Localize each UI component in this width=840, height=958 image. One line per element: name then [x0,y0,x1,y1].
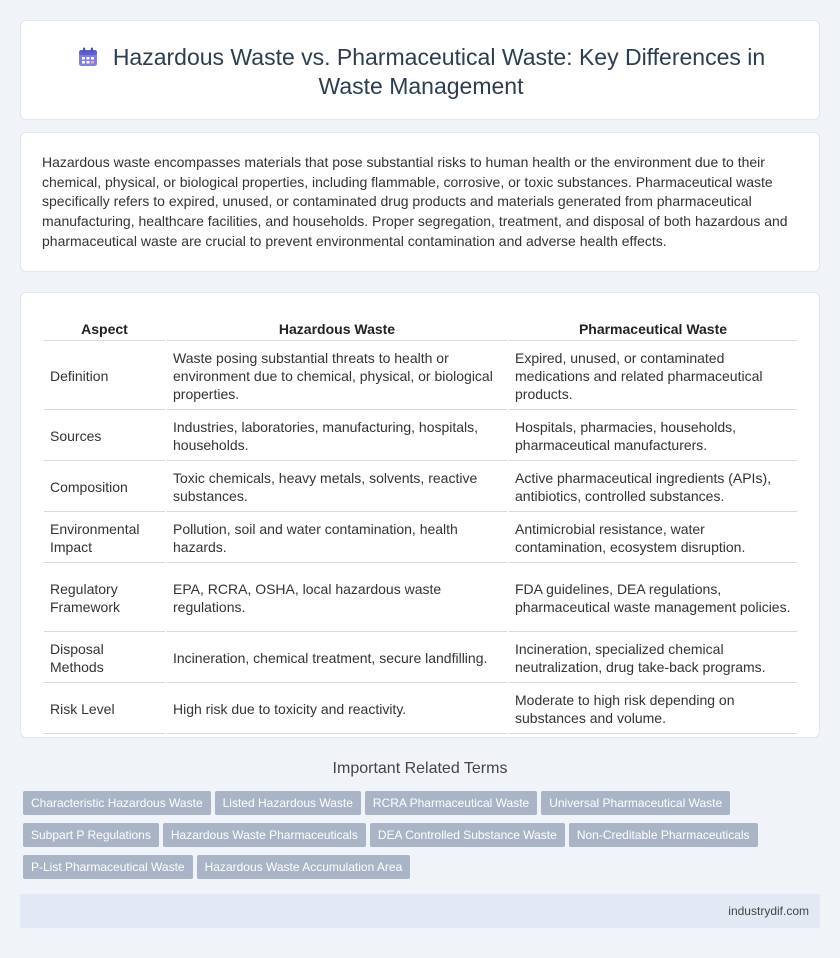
comparison-card [20,292,820,738]
header-card [20,20,820,120]
table-row [44,343,797,410]
cell-pharmaceutical: Expired, unused, or contaminated medications and related pharmaceutical products. [509,343,797,410]
cell-hazardous: Incineration, chemical treatment, secure landfilling. [167,634,507,683]
table-header-row [44,315,797,341]
cell-aspect: Composition [44,463,165,512]
cell-hazardous: High risk due to toxicity and reactivity. [167,685,507,734]
related-term-tag[interactable]: Universal Pharmaceutical Waste [541,791,730,815]
page-title-text: Hazardous Waste vs. Pharmaceutical Waste: Key Differences in Waste Management [112,44,766,99]
cell-pharmaceutical: FDA guidelines, DEA regulations, pharmaceutical waste management policies. [509,565,797,632]
intro-paragraph: Hazardous waste encompasses materials that pose substantial risks to human health or the environment due to their chemical, physical, or biological properties, including flammable, corrosive, or toxic substances. Pharmaceutical waste specifically refers to expired, unused, or contaminated drug products and materials generated from pharmaceutical manufacturing, healthcare facilities, and households. Proper segregation, treatment, and disposal of both hazardous and pharmaceutical waste are crucial to prevent environmental contamination and adverse health effects. [42,154,788,249]
title-wrap [21,43,821,101]
cell-hazardous: EPA, RCRA, OSHA, local hazardous waste regulations. [167,565,507,632]
table-row [44,565,797,632]
cell-aspect: Risk Level [44,685,165,734]
cell-aspect: Regulatory Framework [44,565,165,632]
related-term-tag[interactable]: Non-Creditable Pharmaceuticals [569,823,758,847]
cell-hazardous: Pollution, soil and water contamination, health hazards. [167,514,507,563]
related-term-tag[interactable]: Listed Hazardous Waste [215,791,361,815]
table-row [44,412,797,461]
cell-pharmaceutical: Moderate to high risk depending on substances and volume. [509,685,797,734]
table-row [44,685,797,734]
calendar-icon [77,46,99,68]
intro-card [20,132,820,272]
related-term-tag[interactable]: Characteristic Hazardous Waste [23,791,211,815]
cell-aspect: Disposal Methods [44,634,165,683]
related-terms-list [23,791,793,887]
related-term-tag[interactable]: Hazardous Waste Accumulation Area [197,855,411,879]
related-term-tag[interactable]: RCRA Pharmaceutical Waste [365,791,537,815]
cell-hazardous: Waste posing substantial threats to health or environment due to chemical, physical, or biological properties. [167,343,507,410]
cell-pharmaceutical: Incineration, specialized chemical neutralization, drug take-back programs. [509,634,797,683]
cell-hazardous: Toxic chemicals, heavy metals, solvents, reactive substances. [167,463,507,512]
header-hazardous: Hazardous Waste [167,315,507,341]
comparison-table [42,313,799,736]
cell-pharmaceutical: Antimicrobial resistance, water contamination, ecosystem disruption. [509,514,797,563]
header-aspect: Aspect [44,315,165,341]
cell-aspect: Definition [44,343,165,410]
related-term-tag[interactable]: P-List Pharmaceutical Waste [23,855,193,879]
cell-aspect: Environmental Impact [44,514,165,563]
footer-site-link[interactable]: industrydif.com [728,904,809,918]
related-term-tag[interactable]: Hazardous Waste Pharmaceuticals [163,823,366,847]
related-term-tag[interactable]: Subpart P Regulations [23,823,159,847]
table-row [44,463,797,512]
cell-aspect: Sources [44,412,165,461]
cell-hazardous: Industries, laboratories, manufacturing, hospitals, households. [167,412,507,461]
related-terms-title: Important Related Terms [332,760,508,777]
footer [20,894,820,928]
table-row [44,514,797,563]
related-term-tag[interactable]: DEA Controlled Substance Waste [370,823,565,847]
header-pharmaceutical: Pharmaceutical Waste [509,315,797,341]
page-title [61,43,781,101]
cell-pharmaceutical: Active pharmaceutical ingredients (APIs), antibiotics, controlled substances. [509,463,797,512]
cell-pharmaceutical: Hospitals, pharmacies, households, pharmaceutical manufacturers. [509,412,797,461]
table-row [44,634,797,683]
